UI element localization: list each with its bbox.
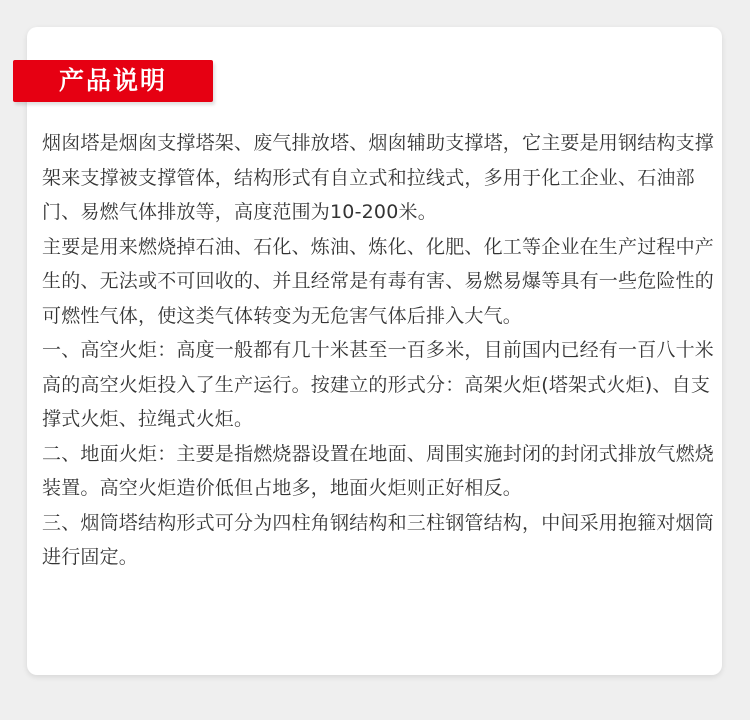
title-ribbon bbox=[13, 60, 213, 102]
paragraph-ground-flare: 二、地面火炬：主要是指燃烧器设置在地面、周围实施封闭的封闭式排放气燃烧装置。高空火炬造价低但占地多，地面火炬则正好相反。 bbox=[42, 442, 715, 499]
paragraph-intro: 烟囱塔是烟囱支撑塔架、废气排放塔、烟囱辅助支撑塔，它主要是用钢结构支撑架来支撑被支撑管体，结构形式有自立式和拉线式，多用于化工企业、石油部门、易燃气体排放等，高度范围为10-200米。 bbox=[42, 132, 715, 223]
paragraph-purpose: 主要是用来燃烧掉石油、石化、炼油、炼化、化肥、化工等企业在生产过程中产生的、无法或不可回收的、并且经常是有毒有害、易燃易爆等具有一些危险性的可燃性气体，使这类气体转变为无危害气体后排入大气。 bbox=[42, 235, 715, 327]
description-content bbox=[42, 126, 722, 575]
page-title: 产品说明 bbox=[58, 66, 167, 95]
paragraph-structure: 三、烟筒塔结构形式可分为四柱角钢结构和三柱钢管结构，中间采用抱箍对烟筒进行固定。 bbox=[42, 511, 715, 568]
paragraph-elevated-flare: 一、高空火炬：高度一般都有几十米甚至一百多米，目前国内已经有一百八十米高的高空火炬投入了生产运行。按建立的形式分：高架火炬(塔架式火炬)、自支撑式火炬、拉绳式火炬。 bbox=[42, 339, 715, 430]
